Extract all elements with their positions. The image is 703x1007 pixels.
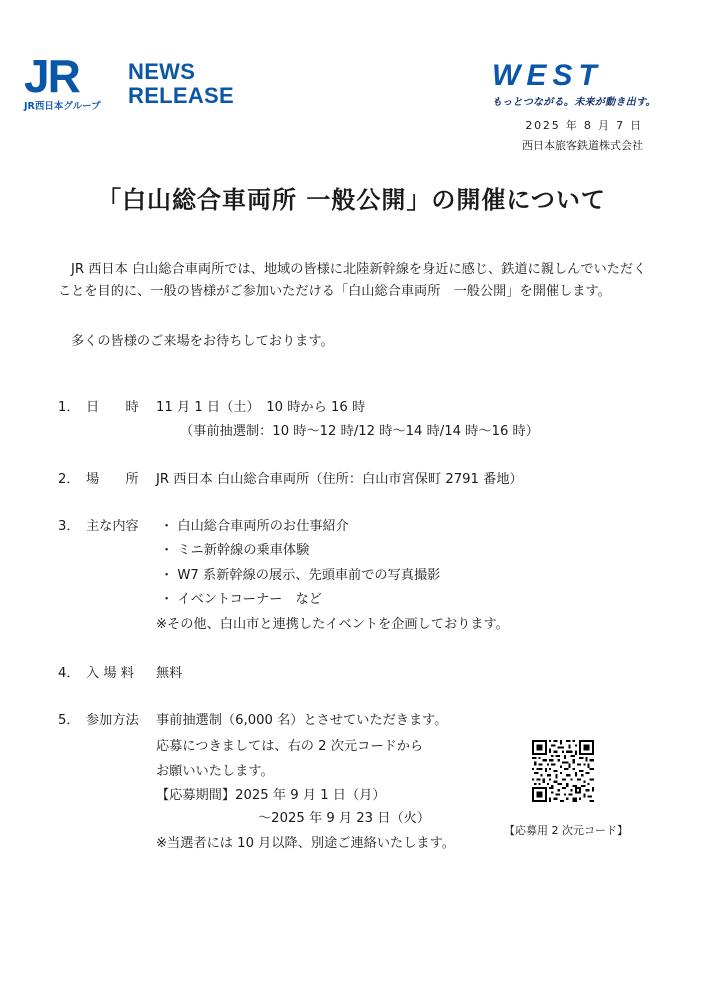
apply-period-end: ～2025 年 9 月 23 日（火） <box>258 811 431 826</box>
release-date: 2025 年 8 月 7 日 <box>525 119 643 132</box>
content-bullet: ・ イベントコーナー など <box>160 592 322 607</box>
intro-text-1: JR 西日本 白山総合車両所では、地域の皆様に北陸新幹線を身近に感じ、鉄道に親しんでいただくことを目的に、一般の皆様がご参加いただける「白山総合車両所 一般公開」を開催します。 <box>58 262 647 299</box>
intro-paragraph-1 <box>58 259 648 302</box>
svg-text:JR西日本グループ: JR西日本グループ <box>24 101 101 112</box>
apply-note: ※当選者には 10 月以降、別途ご連絡いたします。 <box>156 836 455 851</box>
apply-period-start: 【応募期間】2025 年 9 月 1 日（月） <box>156 788 386 803</box>
item-4-value: 無料 <box>156 666 183 681</box>
content-bullet: ・ 白山総合車両所のお仕事紹介 <box>160 519 349 534</box>
item-1-label: 日 時 <box>86 400 139 415</box>
svg-text:WEST: WEST <box>492 60 603 88</box>
content-bullet: ・ W7 系新幹線の展示、先頭車前での写真撮影 <box>160 568 441 583</box>
tagline: もっとつながる。未来が動き出す。 <box>492 97 656 108</box>
item-1-value: 11 月 1 日（土） 10 時から 16 時 <box>156 400 366 415</box>
news-label: NEWS <box>128 59 196 84</box>
apply-line: 事前抽選制（6,000 名）とさせていただきます。 <box>156 713 448 728</box>
company-name: 西日本旅客鉄道株式会社 <box>522 139 643 152</box>
item-4-label: 入 場 料 <box>86 666 134 681</box>
qr-caption: 【応募用 2 次元コード】 <box>504 824 628 837</box>
page-title: 「白山総合車両所 一般公開」の開催について <box>97 186 606 214</box>
content-bullet: ・ ミニ新幹線の乗車体験 <box>160 543 310 558</box>
content-note: ※その他、白山市と連携したイベントを企画しております。 <box>156 617 509 632</box>
item-2-value: JR 西日本 白山総合車両所（住所：白山市宮保町 2791 番地） <box>156 472 523 487</box>
west-logo <box>492 60 672 88</box>
qr-code-icon[interactable] <box>532 740 594 802</box>
news-release-label <box>128 60 234 108</box>
item-2-number: 2． <box>58 472 80 487</box>
svg-text:JR: JR <box>24 52 79 102</box>
item-1-sub: （事前抽選制：10 時～12 時/12 時～14 時/14 時～16 時） <box>180 424 539 439</box>
apply-line: 応募につきましては、右の 2 次元コードから <box>156 739 424 754</box>
apply-line: お願いいたします。 <box>156 764 274 779</box>
intro-paragraph-2 <box>58 331 648 353</box>
item-5-number: 5． <box>58 713 80 728</box>
item-1-number: 1． <box>58 400 80 415</box>
jr-west-logo <box>22 52 112 112</box>
intro-text-2: 多くの皆様のご来場をお待ちしております。 <box>71 334 334 349</box>
item-2-label: 場 所 <box>86 472 139 487</box>
item-3-label: 主な内容 <box>86 519 139 534</box>
item-5-label: 参加方法 <box>86 713 139 728</box>
item-4-number: 4． <box>58 666 80 681</box>
item-3-number: 3． <box>58 519 80 534</box>
release-label: RELEASE <box>128 83 235 108</box>
